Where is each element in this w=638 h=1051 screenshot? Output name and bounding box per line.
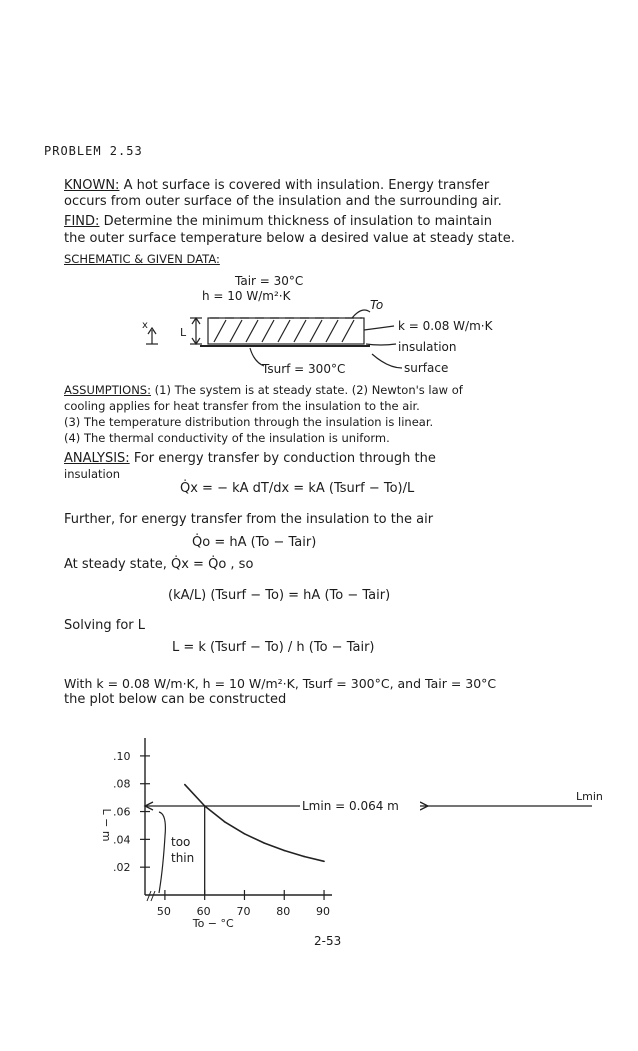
y-tick-label: .08 — [113, 777, 131, 791]
too-thin-label: too — [171, 834, 191, 849]
assumptions-line-3: (3) The temperature distribution through the insulation is linear. — [64, 415, 434, 429]
known-line-2: occurs from outer surface of the insulation and the surrounding air. — [64, 194, 502, 209]
y-axis-label: L − m — [100, 808, 113, 842]
t-air-label: Tair = 30°C — [235, 274, 304, 288]
data-point — [283, 850, 285, 852]
known-line-1: A hot surface is covered with insulation. Energy transfer — [123, 178, 490, 193]
t-o-label: To — [370, 298, 384, 312]
problem-label: PROBLEM 2.53 — [44, 144, 143, 158]
assumptions-line-4: (4) The thermal conductivity of the insulation is uniform. — [64, 431, 390, 445]
x-tick-label: 90 — [316, 905, 331, 918]
l-min-annotation: Lmin = 0.064 m — [302, 798, 399, 813]
assumptions-line-2: cooling applies for heat transfer from the insulation to the air. — [64, 399, 420, 413]
k-value-label: k = 0.08 W/m·K — [398, 319, 493, 333]
x-axis-label: To − °C — [192, 917, 234, 930]
h-value-label: h = 10 W/m²·K — [202, 289, 291, 303]
find-line-1: Determine the minimum thickness of insulation to maintain — [103, 214, 492, 229]
analysis-label: ANALYSIS: — [64, 451, 130, 466]
thickness-label: L — [180, 326, 187, 339]
x-tick-label: 70 — [236, 905, 251, 918]
data-point — [184, 784, 186, 786]
find-line-2: the outer surface temperature below a desired value at steady state. — [64, 231, 515, 246]
known-label: KNOWN: — [64, 178, 120, 193]
data-point — [264, 842, 266, 844]
insulation-label: insulation — [398, 340, 457, 354]
y-tick-label: .06 — [113, 805, 131, 819]
equation-thickness: L = k (Tsurf − To) / h (To − Tair) — [172, 640, 375, 655]
too-thin-brace — [159, 812, 165, 893]
l-min-side-label: Lmin — [576, 789, 603, 803]
data-point — [323, 861, 325, 863]
surface-label: surface — [404, 361, 449, 375]
y-tick-label: .10 — [113, 749, 131, 763]
data-point — [244, 833, 246, 835]
analysis-line-2: insulation — [64, 467, 121, 481]
data-point — [224, 821, 226, 823]
l-vs-to-curve — [185, 785, 324, 862]
equation-conduction: Q̇x = − kA dT/dx = kA (Tsurf − To)/L — [180, 481, 415, 496]
t-surf-label: Tsurf = 300°C — [262, 362, 346, 376]
x-tick-label: 50 — [156, 905, 171, 918]
data-point — [303, 856, 305, 858]
analysis-text-1: For energy transfer by conduction through the — [133, 451, 436, 466]
too-thin-label: thin — [171, 850, 195, 865]
equation-balance: (kA/L) (Tsurf − To) = hA (To − Tair) — [168, 588, 391, 603]
x-axis-label: x — [142, 320, 148, 331]
further-line: Further, for energy transfer from the insulation to the air — [64, 512, 434, 527]
equation-convection: Q̇o = hA (To − Tair) — [192, 535, 317, 550]
y-tick-label: .02 — [113, 861, 131, 875]
x-tick-label: 60 — [196, 905, 211, 918]
schematic-label: SCHEMATIC & GIVEN DATA: — [64, 252, 220, 266]
steady-state-line: At steady state, Q̇x = Q̇o , so — [64, 557, 254, 572]
axis-break-mark — [147, 891, 155, 901]
assumptions-label: ASSUMPTIONS: — [64, 383, 151, 397]
solving-line: Solving for L — [64, 618, 145, 633]
plot-intro-line: the plot below can be constructed — [64, 692, 287, 707]
find-label: FIND: — [64, 214, 100, 229]
with-values-line: With k = 0.08 W/m·K, h = 10 W/m²·K, Tsurf = 300°C, and Tair = 30°C — [64, 676, 497, 691]
page-number: 2-53 — [314, 934, 342, 948]
y-tick-label: .04 — [113, 833, 131, 847]
x-tick-label: 80 — [276, 905, 291, 918]
assumptions-text-1: (1) The system is at steady state. (2) Newton's law of — [154, 383, 463, 397]
